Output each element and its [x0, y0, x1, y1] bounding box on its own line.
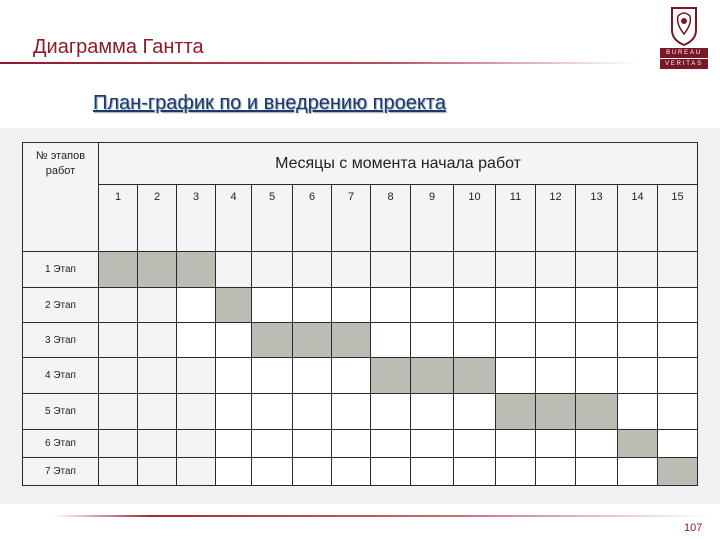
gantt-bar-cell — [371, 358, 411, 394]
gantt-empty-cell — [371, 252, 411, 288]
gantt-empty-cell — [618, 394, 658, 430]
gantt-empty-cell — [371, 323, 411, 358]
gantt-empty-cell — [138, 288, 177, 323]
gantt-bar-cell — [411, 358, 454, 394]
gantt-empty-cell — [454, 394, 496, 430]
gantt-empty-cell — [138, 358, 177, 394]
month-header-cell: 4 — [216, 185, 252, 252]
stage-label: 7 Этап — [23, 458, 99, 486]
gantt-empty-cell — [332, 358, 371, 394]
gantt-empty-cell — [576, 430, 618, 458]
gantt-empty-cell — [496, 323, 536, 358]
gantt-bar-cell — [576, 394, 618, 430]
gantt-empty-cell — [496, 288, 536, 323]
gantt-bar-cell — [658, 458, 698, 486]
gantt-bar-cell — [138, 252, 177, 288]
gantt-empty-cell — [252, 358, 293, 394]
gantt-empty-cell — [411, 458, 454, 486]
month-header-cell: 9 — [411, 185, 454, 252]
gantt-empty-cell — [216, 430, 252, 458]
gantt-empty-cell — [411, 430, 454, 458]
gantt-empty-cell — [138, 458, 177, 486]
month-header-cell: 6 — [293, 185, 332, 252]
header-divider — [0, 62, 640, 64]
gantt-empty-cell — [371, 430, 411, 458]
gantt-empty-cell — [252, 430, 293, 458]
gantt-empty-cell — [332, 430, 371, 458]
gantt-empty-cell — [216, 394, 252, 430]
stage-row — [23, 458, 698, 486]
gantt-empty-cell — [216, 458, 252, 486]
gantt-empty-cell — [371, 458, 411, 486]
gantt-empty-cell — [618, 252, 658, 288]
stage-row — [23, 358, 698, 394]
gantt-empty-cell — [177, 358, 216, 394]
gantt-empty-cell — [177, 394, 216, 430]
gantt-empty-cell — [536, 358, 576, 394]
gantt-empty-cell — [252, 288, 293, 323]
month-header-cell: 7 — [332, 185, 371, 252]
gantt-empty-cell — [293, 394, 332, 430]
company-logo — [660, 6, 708, 70]
gantt-empty-cell — [658, 288, 698, 323]
gantt-empty-cell — [177, 288, 216, 323]
stage-row — [23, 394, 698, 430]
gantt-empty-cell — [216, 358, 252, 394]
gantt-empty-cell — [371, 288, 411, 323]
month-header-cell: 15 — [658, 185, 698, 252]
month-header-cell: 13 — [576, 185, 618, 252]
gantt-empty-cell — [99, 358, 138, 394]
gantt-empty-cell — [252, 394, 293, 430]
gantt-bar-cell — [293, 323, 332, 358]
month-header-cell: 3 — [177, 185, 216, 252]
month-header-cell: 2 — [138, 185, 177, 252]
gantt-empty-cell — [332, 394, 371, 430]
stage-label: 3 Этап — [23, 323, 99, 358]
gantt-empty-cell — [454, 288, 496, 323]
month-header-cell: 10 — [454, 185, 496, 252]
gantt-bar-cell — [536, 394, 576, 430]
gantt-empty-cell — [496, 358, 536, 394]
gantt-bar-cell — [454, 358, 496, 394]
gantt-empty-cell — [618, 358, 658, 394]
stage-label: 2 Этап — [23, 288, 99, 323]
gantt-empty-cell — [293, 252, 332, 288]
stage-number-header: № этапов работ — [23, 143, 99, 252]
gantt-empty-cell — [618, 323, 658, 358]
gantt-empty-cell — [536, 430, 576, 458]
gantt-empty-cell — [576, 288, 618, 323]
gantt-empty-cell — [454, 252, 496, 288]
gantt-empty-cell — [536, 323, 576, 358]
gantt-empty-cell — [411, 394, 454, 430]
gantt-empty-cell — [293, 458, 332, 486]
gantt-empty-cell — [332, 288, 371, 323]
gantt-empty-cell — [411, 323, 454, 358]
month-header-cell: 1 — [99, 185, 138, 252]
gantt-empty-cell — [138, 323, 177, 358]
gantt-empty-cell — [99, 458, 138, 486]
gantt-bar-cell — [252, 323, 293, 358]
gantt-empty-cell — [536, 458, 576, 486]
gantt-empty-cell — [411, 288, 454, 323]
stage-label: 5 Этап — [23, 394, 99, 430]
gantt-empty-cell — [216, 252, 252, 288]
gantt-empty-cell — [99, 394, 138, 430]
slide-title: План-график по и внедрению проекта — [93, 92, 446, 114]
gantt-empty-cell — [177, 323, 216, 358]
gantt-empty-cell — [293, 430, 332, 458]
stage-label: 1 Этап — [23, 252, 99, 288]
gantt-empty-cell — [216, 323, 252, 358]
gantt-empty-cell — [411, 252, 454, 288]
month-header-cell: 8 — [371, 185, 411, 252]
gantt-bar-cell — [332, 323, 371, 358]
gantt-empty-cell — [177, 430, 216, 458]
stage-row — [23, 252, 698, 288]
gantt-empty-cell — [658, 323, 698, 358]
footer-divider — [52, 515, 712, 517]
gantt-bar-cell — [177, 252, 216, 288]
gantt-empty-cell — [496, 458, 536, 486]
gantt-empty-cell — [293, 358, 332, 394]
gantt-empty-cell — [138, 430, 177, 458]
gantt-empty-cell — [658, 358, 698, 394]
gantt-empty-cell — [618, 458, 658, 486]
gantt-table — [22, 142, 698, 486]
gantt-empty-cell — [576, 458, 618, 486]
gantt-empty-cell — [138, 394, 177, 430]
logo-text-bureau: BUREAU — [660, 48, 708, 58]
month-header-cell: 12 — [536, 185, 576, 252]
month-header-cell: 11 — [496, 185, 536, 252]
gantt-bar-cell — [99, 252, 138, 288]
gantt-empty-cell — [496, 252, 536, 288]
month-header-cell: 14 — [618, 185, 658, 252]
gantt-empty-cell — [252, 458, 293, 486]
gantt-empty-cell — [99, 288, 138, 323]
gantt-empty-cell — [536, 252, 576, 288]
bureau-veritas-seal-icon — [668, 6, 700, 46]
gantt-bar-cell — [496, 394, 536, 430]
gantt-empty-cell — [454, 458, 496, 486]
logo-text-veritas: VERITAS — [660, 59, 708, 69]
gantt-empty-cell — [99, 323, 138, 358]
gantt-empty-cell — [576, 358, 618, 394]
stage-label: 6 Этап — [23, 430, 99, 458]
gantt-empty-cell — [618, 288, 658, 323]
stage-row — [23, 288, 698, 323]
gantt-empty-cell — [177, 458, 216, 486]
gantt-empty-cell — [293, 288, 332, 323]
gantt-empty-cell — [658, 430, 698, 458]
gantt-empty-cell — [332, 458, 371, 486]
stage-label: 4 Этап — [23, 358, 99, 394]
gantt-empty-cell — [332, 252, 371, 288]
gantt-empty-cell — [454, 323, 496, 358]
header-title: Диаграмма Гантта — [33, 36, 204, 58]
gantt-empty-cell — [576, 252, 618, 288]
gantt-empty-cell — [454, 430, 496, 458]
gantt-empty-cell — [658, 394, 698, 430]
gantt-bar-cell — [216, 288, 252, 323]
gantt-empty-cell — [576, 323, 618, 358]
gantt-empty-cell — [658, 252, 698, 288]
page-number: 107 — [684, 522, 703, 534]
stage-row — [23, 323, 698, 358]
gantt-empty-cell — [252, 252, 293, 288]
gantt-empty-cell — [371, 394, 411, 430]
gantt-bar-cell — [618, 430, 658, 458]
stage-row — [23, 430, 698, 458]
gantt-empty-cell — [536, 288, 576, 323]
gantt-empty-cell — [496, 430, 536, 458]
month-header-cell: 5 — [252, 185, 293, 252]
gantt-empty-cell — [99, 430, 138, 458]
months-header: Месяцы с момента начала работ — [99, 143, 698, 185]
